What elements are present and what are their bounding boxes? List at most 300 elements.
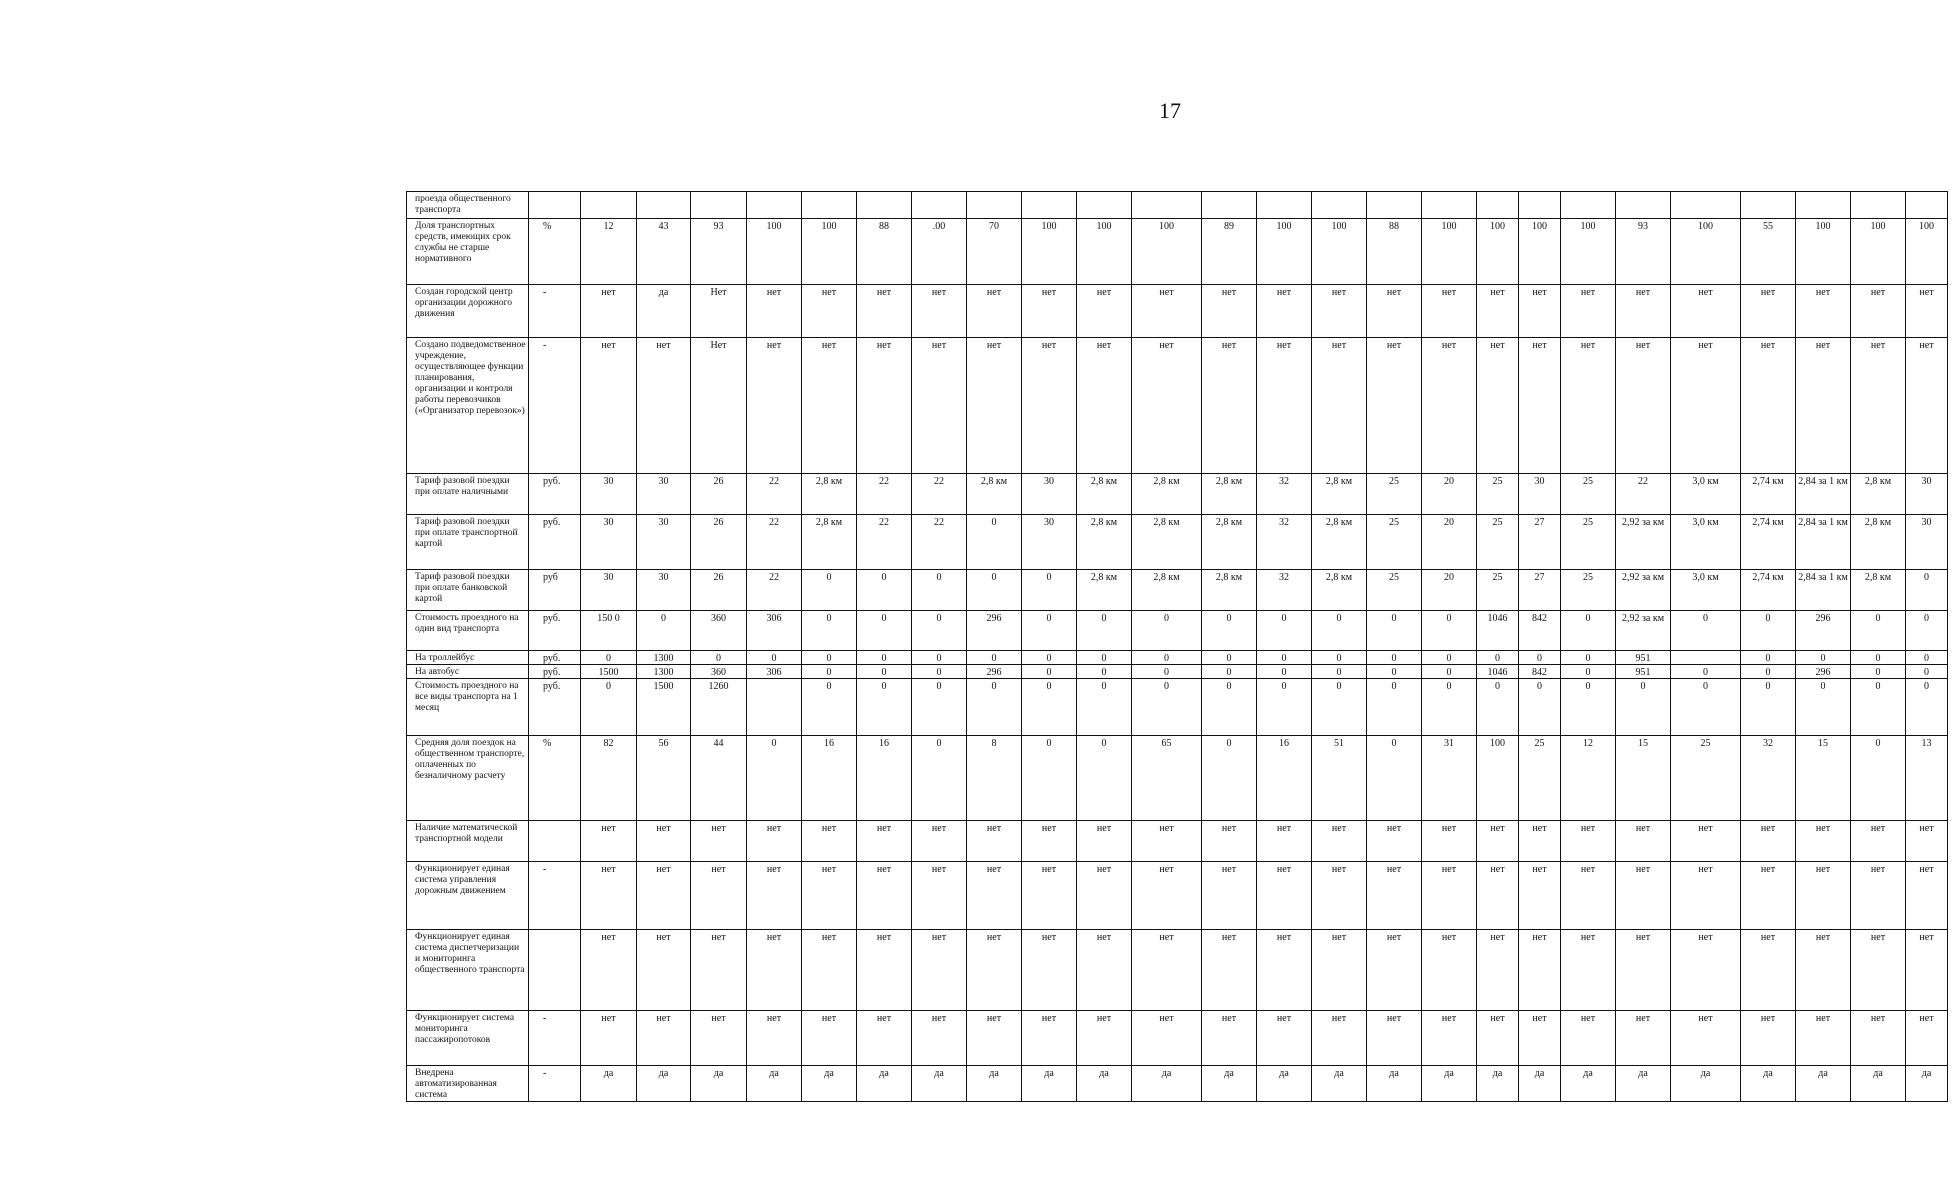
table-cell: 296 — [1796, 665, 1851, 679]
table-cell: да — [912, 1066, 967, 1102]
table-cell: 0 — [1851, 611, 1906, 651]
table-cell: 20 — [1422, 474, 1477, 515]
table-cell: 0 — [1671, 665, 1741, 679]
table-cell: нет — [1422, 930, 1477, 1011]
table-cell: нет — [802, 285, 857, 338]
table-cell: 296 — [967, 611, 1022, 651]
table-row — [407, 285, 1948, 338]
table-cell: 3,0 км — [1671, 570, 1741, 611]
row-unit: руб. — [529, 611, 581, 651]
table-cell: да — [802, 1066, 857, 1102]
transport-indicators-table — [406, 191, 1948, 1102]
row-label: Доля транспортных средств, имеющих срок службы не старше нормативного — [407, 219, 529, 285]
table-cell: нет — [1616, 821, 1671, 862]
table-cell — [1851, 192, 1906, 219]
table-cell: 0 — [857, 570, 912, 611]
table-cell: 26 — [691, 474, 747, 515]
table-cell — [1477, 192, 1519, 219]
table-cell: нет — [1671, 1011, 1741, 1066]
table-row — [407, 192, 1948, 219]
table-cell: 26 — [691, 570, 747, 611]
table-cell: нет — [1477, 1011, 1519, 1066]
table-cell: нет — [912, 930, 967, 1011]
table-cell: 0 — [912, 736, 967, 821]
table-cell: нет — [1796, 285, 1851, 338]
table-cell: 2,8 км — [967, 474, 1022, 515]
table-cell: 0 — [1741, 651, 1796, 665]
table-cell: 93 — [691, 219, 747, 285]
table-row — [407, 679, 1948, 736]
table-cell: нет — [802, 338, 857, 474]
table-cell: нет — [1132, 285, 1202, 338]
table-cell: нет — [691, 930, 747, 1011]
table-cell: нет — [1132, 930, 1202, 1011]
table-cell: нет — [1561, 862, 1616, 930]
table-cell: 30 — [1022, 515, 1077, 570]
table-cell — [1202, 192, 1257, 219]
table-cell: нет — [1519, 821, 1561, 862]
table-cell: нет — [1422, 821, 1477, 862]
table-cell: 1046 — [1477, 665, 1519, 679]
table-cell: 2,8 км — [1851, 474, 1906, 515]
table-cell — [857, 192, 912, 219]
table-cell: нет — [637, 338, 691, 474]
row-unit: - — [529, 285, 581, 338]
row-unit: руб. — [529, 515, 581, 570]
table-cell: 0 — [912, 679, 967, 736]
table-cell: 100 — [1561, 219, 1616, 285]
table-cell: да — [1906, 1066, 1948, 1102]
row-label: Внедрена автоматизированная система — [407, 1066, 529, 1102]
table-cell: 30 — [637, 515, 691, 570]
table-cell: да — [1796, 1066, 1851, 1102]
table-cell: 0 — [637, 611, 691, 651]
table-cell: 32 — [1257, 570, 1312, 611]
table-cell — [747, 192, 802, 219]
table-cell: 0 — [1519, 651, 1561, 665]
row-label: Тариф разовой поездки при оплате банковской картой — [407, 570, 529, 611]
table-cell: нет — [967, 821, 1022, 862]
table-cell: да — [1132, 1066, 1202, 1102]
table-cell: 32 — [1257, 474, 1312, 515]
table-cell: 0 — [747, 736, 802, 821]
table-cell: 25 — [1477, 474, 1519, 515]
table-cell: 27 — [1519, 515, 1561, 570]
table-cell: 0 — [1741, 611, 1796, 651]
table-cell: 32 — [1741, 736, 1796, 821]
table-cell: 0 — [1132, 665, 1202, 679]
table-cell: нет — [1132, 821, 1202, 862]
table-cell — [1077, 192, 1132, 219]
table-cell: 2,74 км — [1741, 570, 1796, 611]
table-cell: 2,8 км — [1312, 474, 1367, 515]
table-cell: 0 — [1077, 736, 1132, 821]
table-cell: 0 — [967, 570, 1022, 611]
table-cell: нет — [1851, 930, 1906, 1011]
table-cell: нет — [747, 862, 802, 930]
table-cell: нет — [1561, 821, 1616, 862]
table-cell: нет — [581, 1011, 637, 1066]
table-cell: 100 — [1257, 219, 1312, 285]
table-cell — [967, 192, 1022, 219]
table-cell: нет — [1422, 285, 1477, 338]
table-cell: 0 — [1477, 651, 1519, 665]
table-cell: нет — [1022, 285, 1077, 338]
row-unit: % — [529, 736, 581, 821]
table-cell — [1906, 192, 1948, 219]
table-cell: 296 — [1796, 611, 1851, 651]
table-cell: нет — [1132, 862, 1202, 930]
table-cell: нет — [802, 862, 857, 930]
table-cell: 56 — [637, 736, 691, 821]
table-cell: нет — [1561, 1011, 1616, 1066]
table-cell: да — [1616, 1066, 1671, 1102]
table-cell: 0 — [1519, 679, 1561, 736]
table-cell: нет — [1367, 1011, 1422, 1066]
table-cell: нет — [1671, 821, 1741, 862]
table-cell: нет — [1519, 338, 1561, 474]
table-cell: 2,8 км — [1202, 474, 1257, 515]
table-cell: Нет — [691, 338, 747, 474]
table-cell: 0 — [1202, 665, 1257, 679]
table-cell: да — [1422, 1066, 1477, 1102]
table-cell: нет — [1741, 862, 1796, 930]
table-cell: 25 — [1671, 736, 1741, 821]
table-cell: да — [1477, 1066, 1519, 1102]
table-cell: 0 — [857, 611, 912, 651]
table-cell: 0 — [1477, 679, 1519, 736]
table-cell: да — [1202, 1066, 1257, 1102]
table-cell: 0 — [1022, 570, 1077, 611]
table-cell: 0 — [1367, 651, 1422, 665]
table-cell: 25 — [1367, 570, 1422, 611]
table-cell: нет — [1257, 821, 1312, 862]
table-cell: нет — [1906, 821, 1948, 862]
table-cell: 100 — [1312, 219, 1367, 285]
table-cell: нет — [1616, 285, 1671, 338]
table-cell: 44 — [691, 736, 747, 821]
table-cell: нет — [1561, 338, 1616, 474]
table-cell: нет — [1477, 285, 1519, 338]
table-row — [407, 338, 1948, 474]
table-cell: 2,8 км — [1077, 515, 1132, 570]
table-cell: нет — [1741, 338, 1796, 474]
table-cell: 0 — [1367, 611, 1422, 651]
table-cell: нет — [1741, 821, 1796, 862]
table-cell: 2,8 км — [802, 474, 857, 515]
table-cell: нет — [1851, 285, 1906, 338]
table-cell: 30 — [581, 474, 637, 515]
table-cell: нет — [1561, 285, 1616, 338]
table-cell: нет — [1202, 821, 1257, 862]
table-cell: 0 — [1367, 736, 1422, 821]
table-row — [407, 862, 1948, 930]
table-cell: нет — [581, 821, 637, 862]
table-cell: нет — [912, 821, 967, 862]
table-cell: нет — [1422, 862, 1477, 930]
table-cell: нет — [1519, 1011, 1561, 1066]
table-cell: нет — [1616, 930, 1671, 1011]
row-unit: руб. — [529, 665, 581, 679]
table-cell: 70 — [967, 219, 1022, 285]
table-cell: нет — [1519, 862, 1561, 930]
table-cell: 360 — [691, 665, 747, 679]
table-cell: 22 — [912, 474, 967, 515]
table-cell: 0 — [912, 665, 967, 679]
table-cell: 0 — [581, 651, 637, 665]
table-cell: нет — [1312, 1011, 1367, 1066]
table-cell: 0 — [1851, 665, 1906, 679]
table-cell: да — [1671, 1066, 1741, 1102]
table-cell: 16 — [1257, 736, 1312, 821]
table-cell: да — [1257, 1066, 1312, 1102]
row-label: Функционирует единая система управления дорожным движением — [407, 862, 529, 930]
table-cell: 15 — [1616, 736, 1671, 821]
table-cell: 2,8 км — [1077, 474, 1132, 515]
table-cell: 0 — [857, 651, 912, 665]
table-cell: 25 — [1561, 515, 1616, 570]
table-cell: 27 — [1519, 570, 1561, 611]
row-unit: руб. — [529, 474, 581, 515]
table-cell: 2,8 км — [1312, 570, 1367, 611]
row-unit: руб. — [529, 679, 581, 736]
table-cell: нет — [1906, 862, 1948, 930]
table-cell: 43 — [637, 219, 691, 285]
table-cell: нет — [1077, 1011, 1132, 1066]
table-cell: нет — [857, 285, 912, 338]
table-cell: 1500 — [637, 679, 691, 736]
table-cell: 25 — [1367, 474, 1422, 515]
table-cell: 100 — [1022, 219, 1077, 285]
table-cell: 100 — [747, 219, 802, 285]
table-cell: нет — [1257, 338, 1312, 474]
table-cell: нет — [1077, 862, 1132, 930]
table-cell: 2,74 км — [1741, 474, 1796, 515]
table-cell: нет — [1796, 338, 1851, 474]
table-cell: 0 — [1312, 665, 1367, 679]
row-unit — [529, 930, 581, 1011]
table-cell: 0 — [1796, 679, 1851, 736]
table-cell: 0 — [1202, 679, 1257, 736]
table-cell: 0 — [802, 651, 857, 665]
table-cell: 0 — [691, 651, 747, 665]
table-cell: 30 — [1906, 515, 1948, 570]
table-cell: 1260 — [691, 679, 747, 736]
table-cell — [1561, 192, 1616, 219]
table-cell: 13 — [1906, 736, 1948, 821]
table-cell: нет — [747, 338, 802, 474]
table-cell: 100 — [1906, 219, 1948, 285]
table-cell: нет — [1367, 862, 1422, 930]
table-cell: 0 — [1077, 651, 1132, 665]
table-cell: нет — [1422, 1011, 1477, 1066]
table-cell: 2,74 км — [1741, 515, 1796, 570]
table-cell: 22 — [857, 515, 912, 570]
table-cell — [1616, 192, 1671, 219]
table-row — [407, 515, 1948, 570]
table-row — [407, 570, 1948, 611]
table-cell: нет — [1477, 821, 1519, 862]
table-cell: 26 — [691, 515, 747, 570]
table-cell: 0 — [1906, 665, 1948, 679]
table-cell: 0 — [1367, 665, 1422, 679]
table-cell: нет — [912, 285, 967, 338]
table-cell: нет — [857, 862, 912, 930]
table-cell: нет — [747, 930, 802, 1011]
table-cell: нет — [1561, 930, 1616, 1011]
table-cell: 15 — [1796, 736, 1851, 821]
table-cell: 32 — [1257, 515, 1312, 570]
table-cell: 30 — [1519, 474, 1561, 515]
table-cell: 30 — [637, 570, 691, 611]
row-unit: % — [529, 219, 581, 285]
table-cell: 0 — [1906, 611, 1948, 651]
table-cell: нет — [747, 821, 802, 862]
row-label: На троллейбус — [407, 651, 529, 665]
table-cell: 25 — [1477, 515, 1519, 570]
table-cell: 2,8 км — [1132, 474, 1202, 515]
table-cell: нет — [857, 821, 912, 862]
table-cell: нет — [1851, 338, 1906, 474]
table-cell — [747, 679, 802, 736]
table-cell: нет — [1132, 338, 1202, 474]
table-cell: 2,84 за 1 км — [1796, 474, 1851, 515]
table-cell: 951 — [1616, 665, 1671, 679]
table-cell: 0 — [1132, 611, 1202, 651]
table-cell: 306 — [747, 611, 802, 651]
table-cell: 0 — [1851, 679, 1906, 736]
table-cell — [1257, 192, 1312, 219]
table-cell: нет — [1022, 338, 1077, 474]
row-label: Создано подведомственное учреждение, осуществляющее функции планирования, организации и контроля работы перевозчиков («Организатор перевозок») — [407, 338, 529, 474]
table-cell: 25 — [1561, 570, 1616, 611]
table-cell: 2,8 км — [1202, 570, 1257, 611]
table-cell: нет — [1202, 1011, 1257, 1066]
table-cell: нет — [1257, 1011, 1312, 1066]
table-cell: 0 — [802, 665, 857, 679]
table-cell: .00 — [912, 219, 967, 285]
page-number: 17 — [1159, 98, 1181, 123]
table-cell: 360 — [691, 611, 747, 651]
row-label: Функционирует единая система диспетчеризации и мониторинга общественного транспорта — [407, 930, 529, 1011]
row-unit: - — [529, 1066, 581, 1102]
table-cell: 0 — [1257, 665, 1312, 679]
table-cell: нет — [1202, 285, 1257, 338]
table-cell: 0 — [1906, 651, 1948, 665]
table-row — [407, 219, 1948, 285]
table-cell: нет — [1312, 862, 1367, 930]
table-cell: 0 — [912, 651, 967, 665]
table-cell: 0 — [967, 515, 1022, 570]
table-cell: нет — [802, 1011, 857, 1066]
table-cell — [1671, 651, 1741, 665]
table-cell: 1500 — [581, 665, 637, 679]
table-cell: 0 — [802, 570, 857, 611]
table-cell: нет — [912, 338, 967, 474]
table-cell: 0 — [1257, 679, 1312, 736]
row-label: Наличие математической транспортной модели — [407, 821, 529, 862]
table-cell: Нет — [691, 285, 747, 338]
row-label: Функционирует система мониторинга пассажиропотоков — [407, 1011, 529, 1066]
table-cell: нет — [1257, 285, 1312, 338]
table-cell: нет — [1477, 862, 1519, 930]
row-unit — [529, 192, 581, 219]
table-cell: да — [967, 1066, 1022, 1102]
table-cell: 100 — [802, 219, 857, 285]
table-cell: нет — [1257, 862, 1312, 930]
table-cell: 2,8 км — [1202, 515, 1257, 570]
table-cell: нет — [1796, 1011, 1851, 1066]
table-cell: да — [637, 285, 691, 338]
table-cell: 100 — [1132, 219, 1202, 285]
table-cell: 0 — [857, 679, 912, 736]
table-cell: 88 — [857, 219, 912, 285]
row-label: Тариф разовой поездки при оплате транспортной картой — [407, 515, 529, 570]
table-cell: нет — [1077, 930, 1132, 1011]
table-cell: нет — [637, 1011, 691, 1066]
table-cell: 296 — [967, 665, 1022, 679]
table-cell: 842 — [1519, 611, 1561, 651]
table-cell: 0 — [1312, 611, 1367, 651]
table-cell: нет — [1851, 1011, 1906, 1066]
table-cell: нет — [1906, 930, 1948, 1011]
table-cell: нет — [967, 862, 1022, 930]
row-label: Тариф разовой поездки при оплате наличными — [407, 474, 529, 515]
table-cell: 1046 — [1477, 611, 1519, 651]
row-label: Средняя доля поездок на общественном транспорте, оплаченных по безналичному расчету — [407, 736, 529, 821]
table-cell: 0 — [1202, 736, 1257, 821]
data-table-container — [406, 191, 1936, 1102]
table-cell: 0 — [1077, 665, 1132, 679]
table-cell: 0 — [1671, 611, 1741, 651]
table-cell: 2,8 км — [1312, 515, 1367, 570]
table-cell: 55 — [1741, 219, 1796, 285]
table-cell: 0 — [581, 679, 637, 736]
table-cell: нет — [1616, 338, 1671, 474]
table-cell: нет — [912, 862, 967, 930]
table-cell: 16 — [857, 736, 912, 821]
table-cell: нет — [912, 1011, 967, 1066]
table-cell: 0 — [1022, 651, 1077, 665]
table-cell: 0 — [967, 651, 1022, 665]
row-label: Стоимость проездного на все виды транспорта на 1 месяц — [407, 679, 529, 736]
table-cell: 0 — [802, 679, 857, 736]
table-cell: нет — [1906, 338, 1948, 474]
table-cell: нет — [1741, 285, 1796, 338]
table-cell: 89 — [1202, 219, 1257, 285]
table-cell: 0 — [1616, 679, 1671, 736]
table-cell: нет — [747, 1011, 802, 1066]
table-cell: 16 — [802, 736, 857, 821]
table-cell: нет — [802, 821, 857, 862]
table-cell: нет — [1796, 821, 1851, 862]
table-row — [407, 736, 1948, 821]
table-cell: 22 — [747, 515, 802, 570]
table-cell: нет — [967, 1011, 1022, 1066]
table-cell: нет — [1132, 1011, 1202, 1066]
table-cell: 22 — [912, 515, 967, 570]
table-row — [407, 611, 1948, 651]
table-cell: 150 0 — [581, 611, 637, 651]
table-cell: нет — [857, 930, 912, 1011]
row-label: На автобус — [407, 665, 529, 679]
row-unit: руб. — [529, 651, 581, 665]
table-cell: 0 — [1906, 570, 1948, 611]
table-cell: 100 — [1077, 219, 1132, 285]
table-row — [407, 665, 1948, 679]
table-cell: да — [637, 1066, 691, 1102]
row-unit — [529, 821, 581, 862]
